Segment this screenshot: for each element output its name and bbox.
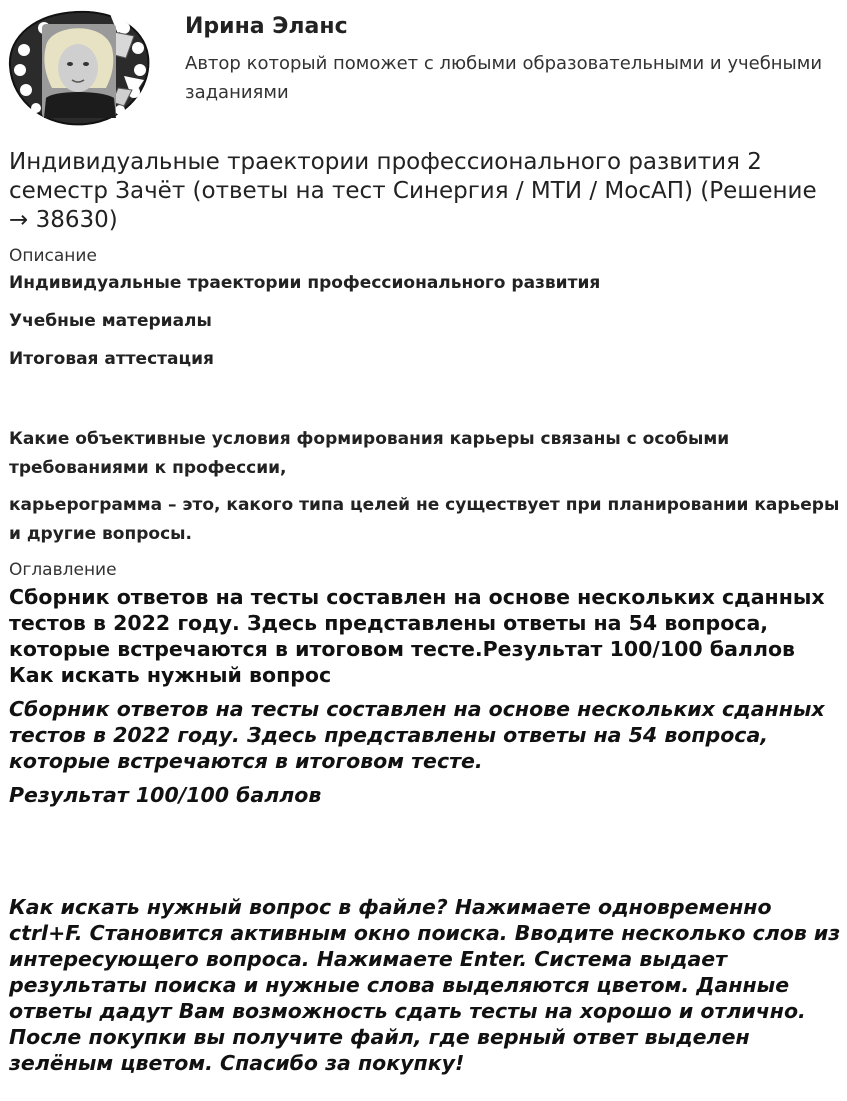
description-question: карьерограмма – это, какого типа целей не существует при планировании карьеры и другие вопросы. bbox=[9, 495, 840, 544]
description-item: Учебные материалы bbox=[9, 311, 212, 331]
description-question-block bbox=[9, 491, 841, 549]
description-question-block bbox=[9, 425, 841, 483]
document-content bbox=[9, 148, 841, 1076]
author-description: Автор который поможет с любыми образовательными и учебными заданиями bbox=[185, 53, 823, 103]
document-title: Индивидуальные траектории профессионального развития 2 семестр Зачёт (ответы на тест Синергия / МТИ / МосАП) (Решение → 38630) bbox=[9, 149, 817, 233]
toc-label: Оглавление bbox=[9, 560, 117, 580]
description-label: Описание bbox=[9, 246, 97, 266]
toc-result: Результат 100/100 баллов bbox=[9, 783, 322, 807]
author-name: Ирина Эланс bbox=[185, 14, 348, 39]
toc-search-help: Как искать нужный вопрос в файле? Нажимаете одновременно ctrl+F. Становится активным окно поиска. Вводите несколько слов из интересующего вопроса. Нажимаете Enter. Система выдает результаты поиска и нужные слова выделяются цветом. Данные ответы дадут Вам возможность сдать тесты на хорошо и отлично. После покупки вы получите файл, где верный ответ выделен зелёным цветом. Спасибо за покупку! bbox=[9, 895, 841, 1075]
description-question: Какие объективные условия формирования карьеры связаны с особыми требованиями к профессии, bbox=[9, 429, 730, 478]
toc-summary: Сборник ответов на тесты составлен на основе нескольких сданных тестов в 2022 году. Здесь представлены ответы на 54 вопроса, которые встречаются в итоговом тесте.Результат 100/100 баллов Как искать нужный вопрос bbox=[9, 585, 825, 687]
toc-intro: Сборник ответов на тесты составлен на основе нескольких сданных тестов в 2022 году. Здесь представлены ответы на 54 вопроса, которые встречаются в итоговом тесте. bbox=[9, 697, 825, 773]
description-item: Итоговая аттестация bbox=[9, 349, 214, 369]
author-avatar bbox=[6, 6, 152, 128]
author-card bbox=[0, 0, 847, 130]
portrait-photo bbox=[42, 24, 116, 118]
description-item: Индивидуальные траектории профессионального развития bbox=[9, 273, 601, 293]
